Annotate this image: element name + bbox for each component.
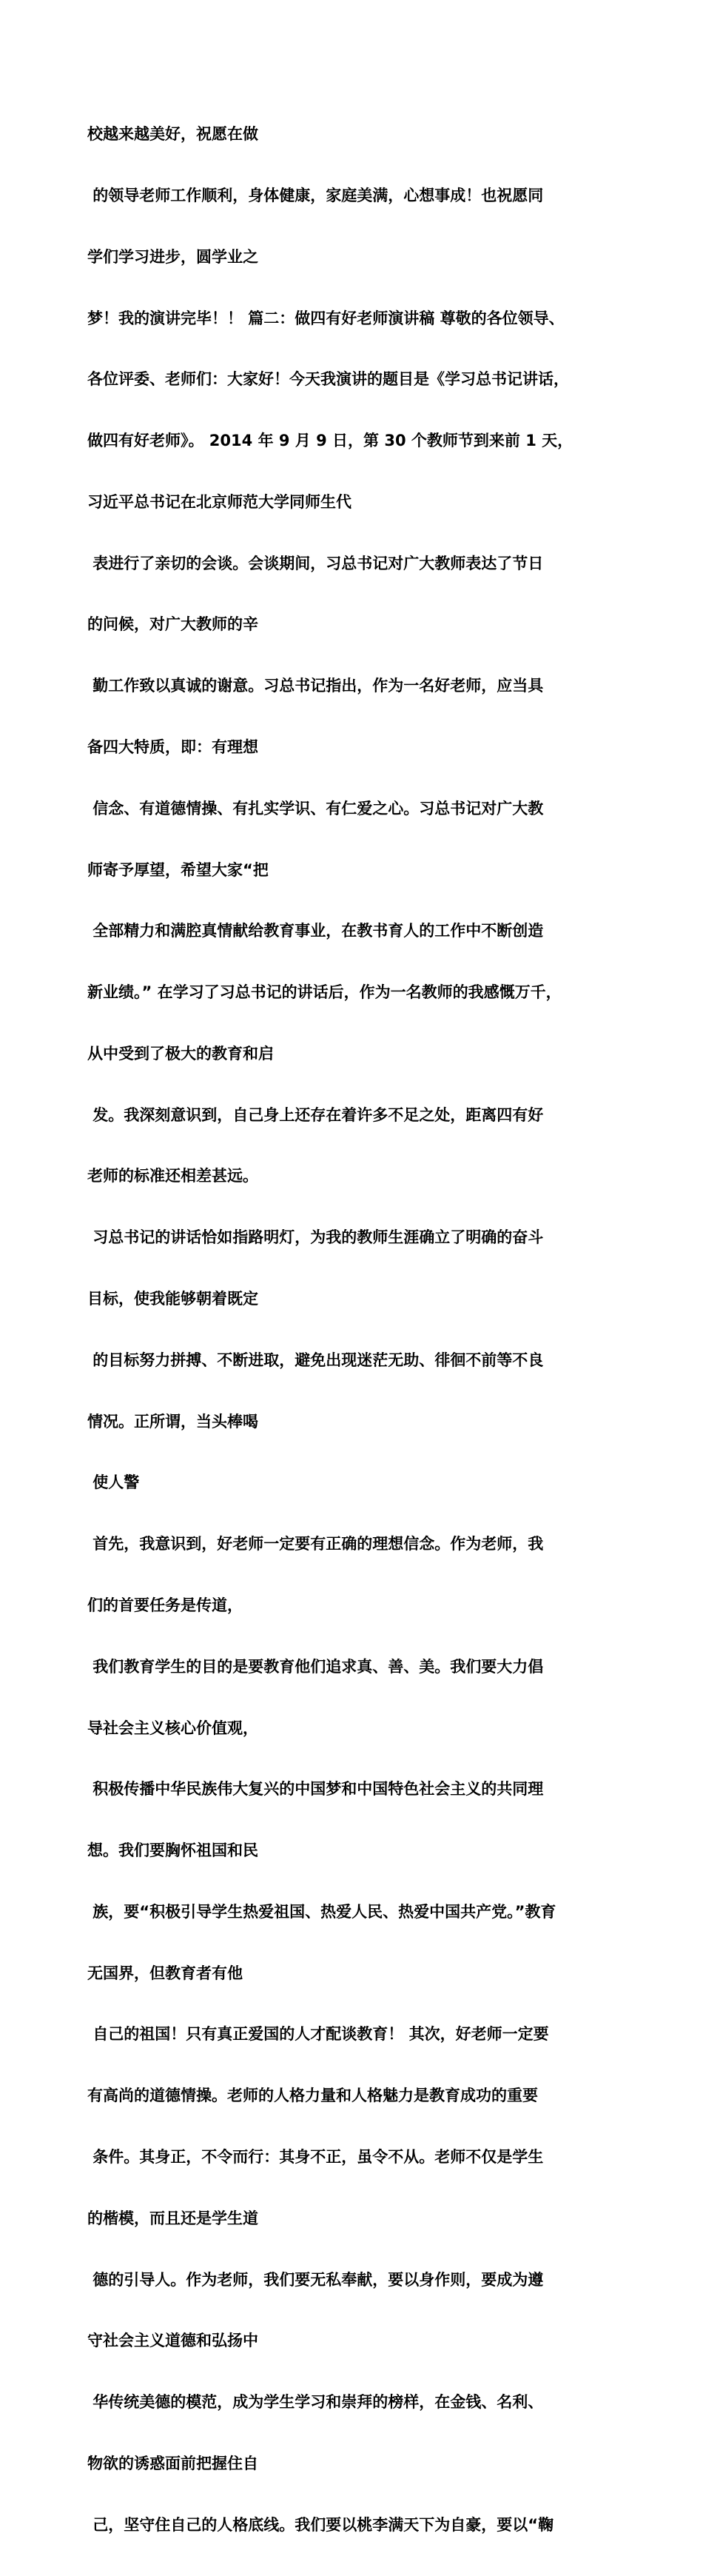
text-line: 无国界，但教育者有他 xyxy=(87,1964,243,1982)
text-line: 表进行了亲切的会谈。会谈期间，习总书记对广大教师表达了节日 xyxy=(87,554,544,572)
text-line: 自己的祖国！只有真正爱国的人才配谈教育！ 其次，好老师一定要 xyxy=(87,2025,549,2044)
text-line: 习近平总书记在北京师范大学同师生代 xyxy=(87,492,352,511)
text-line: 们的首要任务是传道， xyxy=(87,1596,243,1614)
text-line: 我们教育学生的目的是要教育他们追求真、善、美。我们要大力倡 xyxy=(87,1657,544,1676)
text-line: 学们学习进步，圆学业之 xyxy=(87,247,258,266)
text-line: 的领导老师工作顺利，身体健康，家庭美满，心想事成！也祝愿同 xyxy=(87,186,544,204)
text-line: 族，要“积极引导学生热爱祖国、热爱人民、热爱中国共产党。”教育 xyxy=(87,1902,556,1921)
text-line: 老师的标准还相差甚远。 xyxy=(87,1167,258,1185)
text-line: 德的引导人。作为老师，我们要无私奉献，要以身作则，要成为遵 xyxy=(87,2270,544,2289)
text-line: 梦！我的演讲完毕！！ 篇二：做四有好老师演讲稿 尊敬的各位领导、 xyxy=(87,309,565,327)
text-line: 做四有好老师》。 2014 年 9 月 9 日，第 30 个教师节到来前 1 天， xyxy=(87,432,574,450)
text-line: 师寄予厚望，希望大家“把 xyxy=(87,860,269,879)
text-line: 备四大特质，即：有理想 xyxy=(87,738,258,756)
document-body-text xyxy=(87,84,620,2576)
text-line: 新业绩。” 在学习了习总书记的讲话后，作为一名教师的我感慨万千， xyxy=(87,983,562,1002)
text-line: 守社会主义道德和弘扬中 xyxy=(87,2332,258,2350)
text-line: 各位评委、老师们：大家好！今天我演讲的题目是《学习总书记讲话， xyxy=(87,370,569,389)
text-line: 目标，使我能够朝着既定 xyxy=(87,1290,258,1308)
text-line: 使人警 xyxy=(87,1473,140,1492)
text-line: 想。我们要胸怀祖国和民 xyxy=(87,1841,258,1860)
text-line: 积极传播中华民族伟大复兴的中国梦和中国特色社会主义的共同理 xyxy=(87,1780,544,1799)
text-line: 发。我深刻意识到，自己身上还存在着许多不足之处，距离四有好 xyxy=(87,1105,544,1124)
text-line: 己，坚守住自己的人格底线。我们要以桃李满天下为自豪，要以“鞠 xyxy=(87,2515,554,2534)
text-line: 信念、有道德情操、有扎实学识、有仁爱之心。习总书记对广大教 xyxy=(87,799,544,817)
text-line: 习总书记的讲话恰如指路明灯，为我的教师生涯确立了明确的奋斗 xyxy=(87,1228,544,1247)
text-line: 的楷模，而且还是学生道 xyxy=(87,2209,258,2227)
text-line: 华传统美德的模范，成为学生学习和崇拜的榜样，在金钱、名利、 xyxy=(87,2393,544,2412)
text-line: 校越来越美好，祝愿在做 xyxy=(87,125,258,144)
text-line: 物欲的诱惑面前把握住自 xyxy=(87,2454,258,2472)
text-line: 全部精力和满腔真情献给教育事业，在教书育人的工作中不断创造 xyxy=(87,922,544,940)
text-line: 勤工作致以真诚的谢意。习总书记指出，作为一名好老师，应当具 xyxy=(87,677,544,695)
text-line: 情况。正所谓，当头棒喝 xyxy=(87,1412,258,1431)
text-line: 首先，我意识到，好老师一定要有正确的理想信念。作为老师，我 xyxy=(87,1535,544,1553)
text-line: 有高尚的道德情操。老师的人格力量和人格魅力是教育成功的重要 xyxy=(87,2087,538,2105)
text-line: 的目标努力拼搏、不断进取，避免出现迷茫无助、徘徊不前等不良 xyxy=(87,1351,544,1369)
text-line: 的问候，对广大教师的辛 xyxy=(87,615,258,634)
text-line: 导社会主义核心价值观， xyxy=(87,1719,258,1737)
text-line: 条件。其身正，不令而行：其身不正，虽令不从。老师不仅是学生 xyxy=(87,2147,544,2166)
text-line: 从中受到了极大的教育和启 xyxy=(87,1044,274,1063)
